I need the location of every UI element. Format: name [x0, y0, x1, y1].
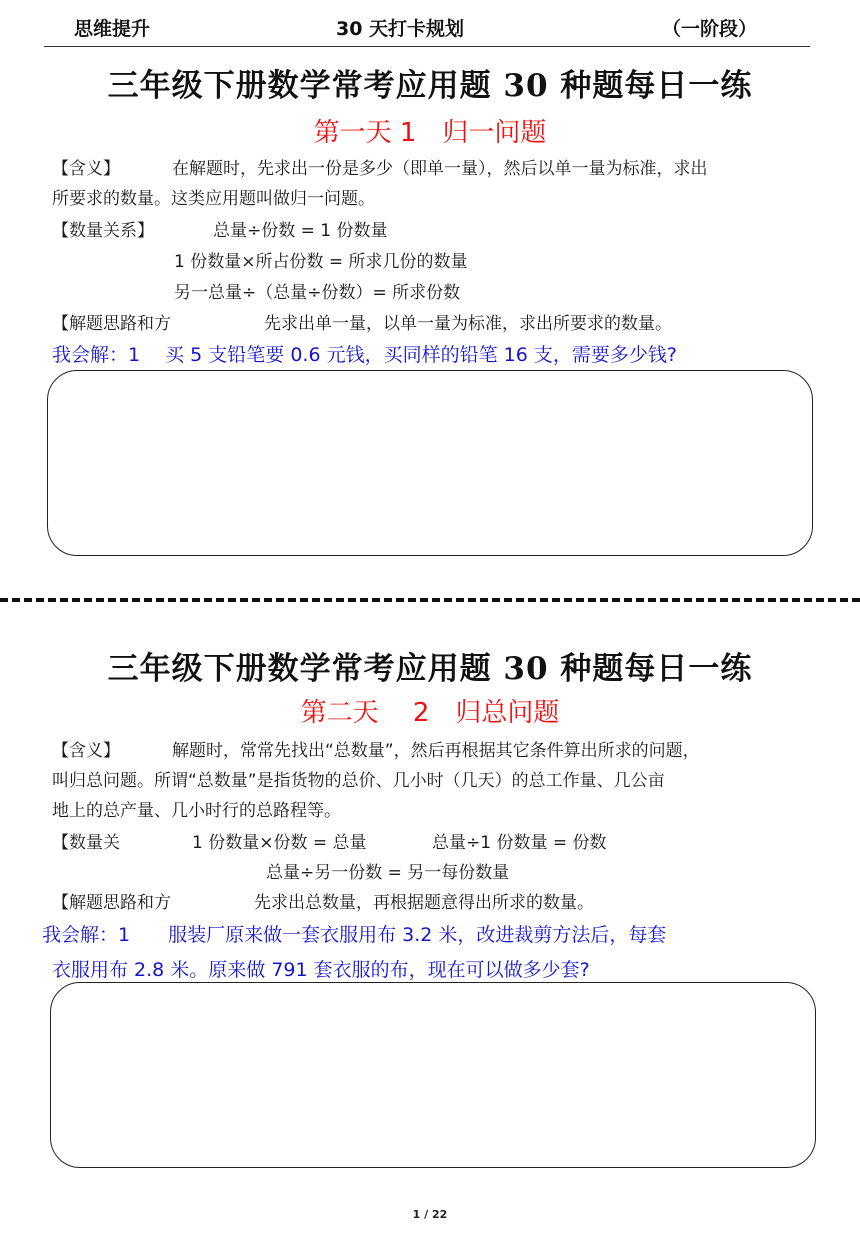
section1-meaning-label: 【含义】 [52, 159, 120, 179]
section1-subtitle: 第一天 1 归一问题 [313, 118, 547, 148]
section1-title: 三年级下册数学常考应用题 30 种题每日一练 [107, 68, 753, 104]
header-left: 思维提升 [74, 18, 151, 40]
section1-meaning-line2: 所要求的数量。这类应用题叫做归一问题。 [52, 189, 375, 209]
section1-relation-line1: 总量÷份数 = 1 份数量 [213, 221, 388, 241]
section2-question-line1: 我会解：1 服装厂原来做一套衣服用布 3.2 米，改进裁剪方法后，每套 [42, 924, 667, 946]
section2-meaning-line3: 地上的总产量、几小时行的总路程等。 [52, 801, 341, 821]
section2-relation-line2: 总量÷另一份数 = 另一每份数量 [266, 863, 510, 883]
section1-question: 我会解：1 买 5 支铅笔要 0.6 元钱，买同样的铅笔 16 支，需要多少钱? [52, 344, 677, 366]
section1-relation-line3: 另一总量÷（总量÷份数）= 所求份数 [174, 283, 461, 303]
section2-meaning-label: 【含义】 [52, 741, 120, 761]
cut-line-divider [0, 598, 860, 602]
header-rule [44, 46, 810, 47]
header-center: 30 天打卡规划 [336, 18, 465, 40]
section1-meaning-line1: 在解题时，先求出一份是多少（即单一量），然后以单一量为标准，求出 [172, 159, 708, 179]
section1-relation-label: 【数量关系】 [52, 221, 154, 241]
section2-meaning-line1: 解题时，常常先找出“总数量”，然后再根据其它条件算出所求的问题， [172, 741, 700, 761]
section2-relation-line1b: 总量÷1 份数量 = 份数 [432, 833, 607, 853]
section2-relation-line1: 1 份数量×份数 = 总量 [192, 833, 367, 853]
section1-method-label: 【解题思路和方 [52, 314, 171, 334]
section2-title: 三年级下册数学常考应用题 30 种题每日一练 [107, 651, 753, 687]
header-right: （一阶段） [662, 18, 758, 40]
section2-relation-label: 【数量关 [52, 833, 120, 853]
section2-method-text: 先求出总数量，再根据题意得出所求的数量。 [254, 893, 594, 913]
section2-answer-box[interactable] [50, 982, 816, 1168]
section1-relation-line2: 1 份数量×所占份数 = 所求几份的数量 [174, 252, 468, 272]
section2-meaning-line2: 叫归总问题。所谓“总数量”是指货物的总价、几小时（几天）的总工作量、几公亩 [52, 771, 665, 791]
section1-answer-box[interactable] [47, 370, 813, 556]
section2-subtitle: 第二天 2 归总问题 [300, 698, 560, 728]
section2-question-line2: 衣服用布 2.8 米。原来做 791 套衣服的布，现在可以做多少套? [52, 959, 590, 981]
page-number: 1 / 22 [412, 1208, 448, 1221]
section2-method-label: 【解题思路和方 [52, 893, 171, 913]
section1-method-text: 先求出单一量，以单一量为标准，求出所要求的数量。 [264, 314, 672, 334]
